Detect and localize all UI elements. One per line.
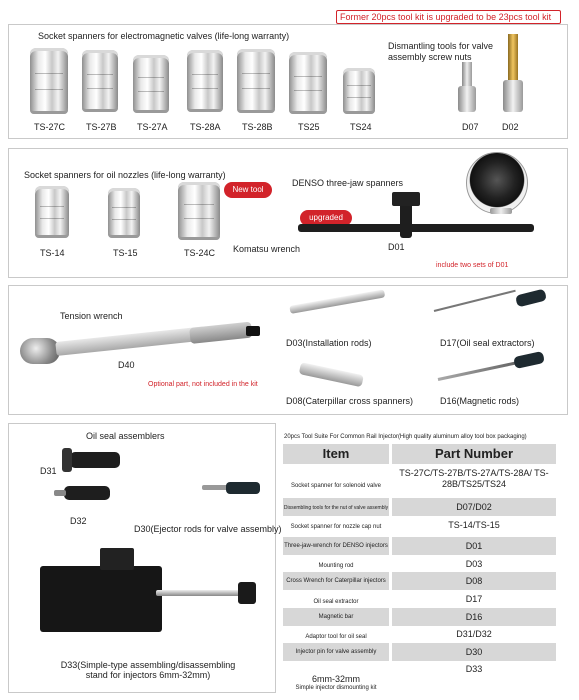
socket-ts-27a [133, 55, 169, 113]
socket-ts-28b [237, 49, 275, 113]
d02-tool-base [503, 80, 523, 112]
d07-tool [462, 62, 472, 88]
table-row-7-part: D16 [465, 612, 483, 622]
d32-tool [64, 486, 110, 500]
table-row-0-part: TS-27C/TS-27B/TS-27A/TS-28A/ TS-28B/TS25/TS24 [399, 468, 549, 489]
table-row-5-part: D08 [465, 576, 483, 586]
table-header-part: Part Number [434, 446, 514, 461]
optional-note: Optional part, not included in the kit [148, 381, 258, 388]
d30-label: D30(Ejector rods for valve assembly) [134, 524, 282, 534]
socket-label-5: TS25 [298, 122, 320, 132]
table-row-4-item: Mounting rod [318, 563, 354, 569]
upgrade-note: Former 20pcs tool kit is upgraded to be 23pcs tool kit [340, 12, 552, 22]
jaw-screws [490, 208, 512, 214]
table-row-10-part: D33 [465, 664, 483, 674]
table-row-4-part: D03 [465, 559, 483, 569]
socket-ts25 [289, 52, 327, 114]
socket-label-6: TS24 [350, 122, 372, 132]
tension-wrench-head [20, 338, 60, 364]
d33-stand-body [40, 566, 162, 632]
panel-assemblers [8, 423, 276, 693]
table-row-8-part: D31/D32 [456, 629, 492, 639]
d01-note: include two sets of D01 [436, 262, 509, 269]
table-row-1-part: D07/D02 [456, 502, 492, 512]
d32-label: D32 [70, 516, 87, 526]
d07-tool-base [458, 86, 476, 112]
d01-wrench-bar [298, 224, 534, 232]
table-row-2-item: Socket spanner for nozzle cap nut [290, 524, 382, 530]
table-row-9-part: D30 [465, 647, 483, 657]
denso-title: DENSO three-jaw spanners [292, 178, 404, 188]
d32-tip [54, 490, 66, 496]
socket-label-0: TS-27C [34, 122, 66, 132]
komatsu-label: Komatsu wrench [233, 244, 301, 254]
table-row-0-item: Socket spanner for solenoid valve [290, 483, 382, 489]
dismantle-label-d07: D07 [462, 122, 479, 132]
table-row-9-item: Injector pin for valve assembly [295, 649, 377, 655]
socket-ts-15 [108, 188, 140, 238]
nozzle-label-0: TS-14 [40, 248, 65, 258]
tension-title: Tension wrench [60, 311, 123, 321]
section1-title: Socket spanners for electromagnetic valves (life-long warranty) [38, 31, 290, 41]
d33-stand-knob [238, 582, 256, 604]
table-row-7-item: Magnetic bar [318, 614, 354, 620]
d17-label: D17(Oil seal extractors) [440, 338, 535, 348]
socket-ts-27b [82, 50, 118, 112]
table-row-3-part: D01 [465, 541, 483, 551]
table-row-8-item: Adaptor tool for oil seal [305, 634, 367, 640]
d31-label: D31 [40, 466, 57, 476]
table-row-6-item: Oil seal extractor [313, 599, 359, 605]
d08-label: D08(Caterpillar cross spanners) [286, 396, 414, 406]
d33-stand-screw [156, 590, 242, 596]
new-tool-badge: New tool [224, 182, 272, 198]
d31-tip [62, 448, 72, 472]
table-title: 20pcs Tool Suite For Common Rail Injector(High quality aluminum alloy tool box packaging) [284, 434, 527, 440]
table-row-5-item: Cross Wrench for Caterpillar injectors [286, 578, 386, 584]
socket-ts24 [343, 68, 375, 114]
socket-ts-14 [35, 186, 69, 238]
socket-label-3: TS-28A [190, 122, 221, 132]
socket-ts-27c [30, 48, 68, 114]
nozzle-label-2: TS-24C [184, 248, 216, 258]
tension-wrench-cap [246, 326, 260, 336]
socket-label-1: TS-27B [86, 122, 117, 132]
table-row-6-part: D17 [465, 594, 483, 604]
table-footer-desc: Simple injector dismounting kit [295, 685, 377, 691]
table-footer-size: 6mm-32mm [311, 674, 360, 684]
d31-tool [70, 452, 120, 468]
d33-stand-clamp [100, 548, 134, 570]
d01-label: D01 [388, 242, 405, 252]
table-header-item: Item [322, 446, 350, 461]
d03-label: D03(Installation rods) [286, 338, 372, 348]
socket-label-2: TS-27A [137, 122, 168, 132]
upgraded-badge: upgraded [300, 210, 352, 226]
d30-handle [226, 482, 260, 494]
oil-seal-title: Oil seal assemblers [86, 431, 165, 441]
table-row-3-item: Three-jaw-wrench for DENSO injectors [284, 543, 388, 549]
table-row-1-item: Dissembling tools for the nut of valve assembly [283, 505, 389, 511]
socket-ts-24c [178, 182, 220, 240]
d16-label: D16(Magnetic rods) [440, 396, 520, 406]
nozzle-label-1: TS-15 [113, 248, 138, 258]
dismantle-title: Dismantling tools for valve assembly screw nuts [388, 41, 494, 62]
jaw-closeup [466, 152, 528, 214]
socket-label-4: TS-28B [242, 122, 273, 132]
section2-title: Socket spanners for oil nozzles (life-long warranty) [24, 170, 226, 180]
d01-wrench-head [392, 192, 420, 206]
table-row-2-part: TS-14/TS-15 [448, 520, 500, 530]
d40-label: D40 [118, 360, 135, 370]
d02-tool [508, 34, 518, 80]
d33-label: D33(Simple-type assembling/disassembling stand for injectors 6mm-32mm) [60, 660, 236, 680]
dismantle-label-d02: D02 [502, 122, 519, 132]
socket-ts-28a [187, 50, 223, 112]
